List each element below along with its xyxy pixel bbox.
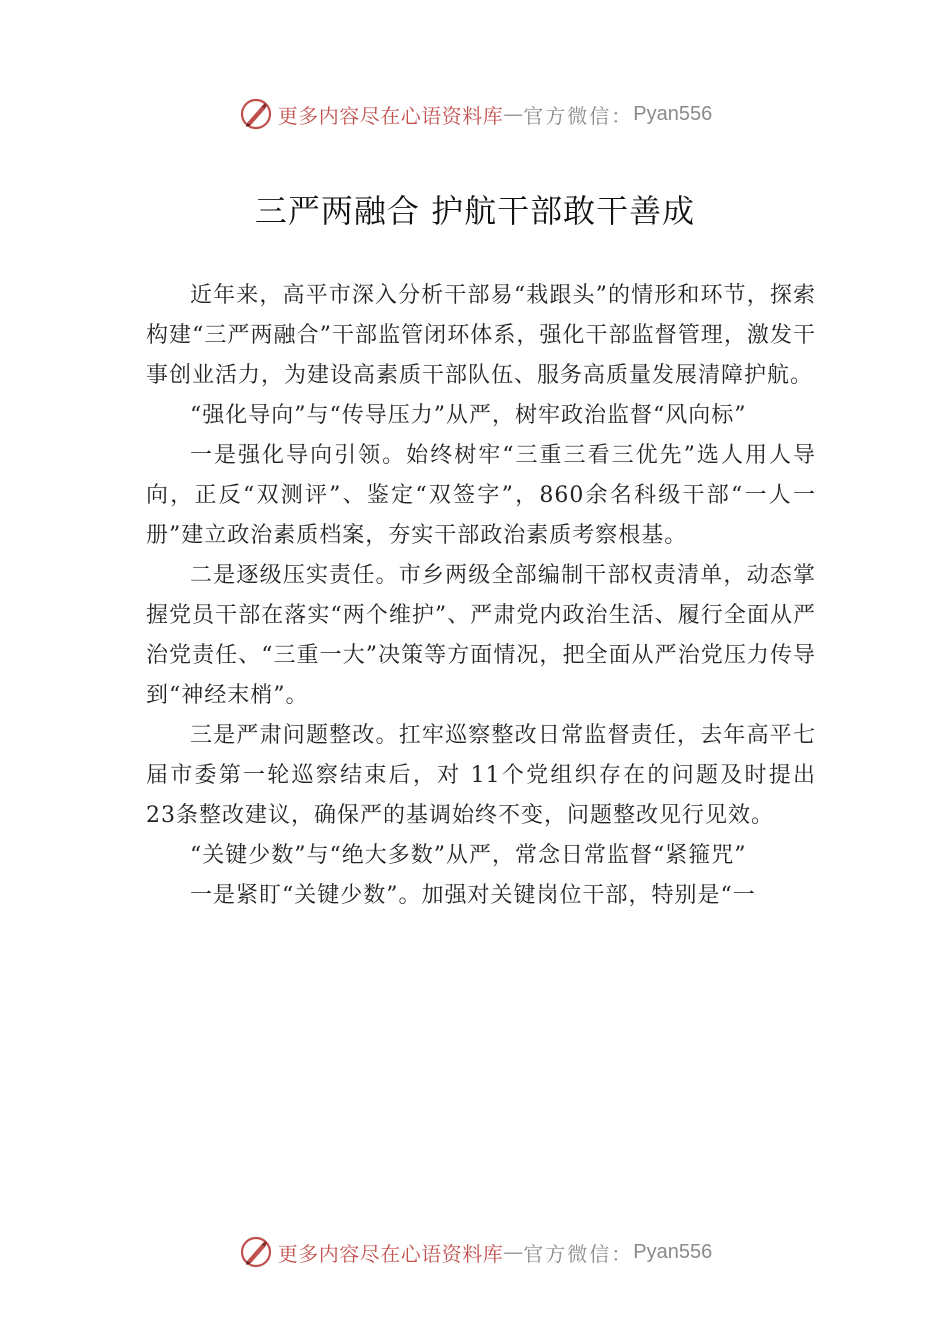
watermark-wechat-id: Pyan556 bbox=[633, 102, 713, 125]
paragraph-intro: 近年来，高平市深入分析干部易“栽跟头”的情形和环节，探索构建“三严两融合”干部监管闭环体系，强化干部监督管理，激发干事创业活力，为建设高素质干部队伍、服务高质量发展清障护航。 bbox=[146, 283, 816, 388]
watermark-official-label: 官方微信： bbox=[523, 103, 634, 128]
paragraph-point-3: 三是严肃问题整改。扛牢巡察整改日常监督责任，去年高平七届市委第一轮巡察结束后，对 11个党组织存在的问题及时提出 23条整改建议，确保严的基调始终不变，问题整改见行见效。 bbox=[146, 723, 816, 828]
watermark-separator: — bbox=[503, 1240, 524, 1264]
section-heading-1: “强化导向”与“传导压力”从严，树牢政治监督“风向标” bbox=[190, 403, 747, 428]
watermark-text: 更多内容尽在心语资料库 bbox=[277, 1241, 504, 1266]
watermark-separator: — bbox=[503, 102, 524, 126]
watermark-banner-top bbox=[0, 92, 950, 136]
document-title: 三严两融合 护航干部敢干善成 bbox=[254, 192, 696, 230]
pen-logo-icon bbox=[238, 1234, 274, 1270]
pen-logo-icon bbox=[238, 96, 274, 132]
document-body bbox=[146, 276, 816, 916]
watermark-banner-bottom bbox=[0, 1230, 950, 1274]
watermark-text: 更多内容尽在心语资料库 bbox=[277, 103, 504, 128]
paragraph-point-4: 一是紧盯“关键少数”。加强对关键岗位干部，特别是“一 bbox=[190, 883, 756, 908]
watermark-official-label: 官方微信： bbox=[523, 1241, 634, 1266]
paragraph-point-2: 二是逐级压实责任。市乡两级全部编制干部权责清单，动态掌握党员干部在落实“两个维护”、严肃党内政治生活、履行全面从严治党责任、“三重一大”决策等方面情况，把全面从严治党压力传导到“神经末梢”。 bbox=[146, 563, 816, 708]
paragraph-point-1: 一是强化导向引领。始终树牢“三重三看三优先”选人用人导向，正反“双测评”、鉴定“双签字”，860余名科级干部“一人一册”建立政治素质档案，夯实干部政治素质考察根基。 bbox=[146, 443, 816, 548]
watermark-wechat-id: Pyan556 bbox=[633, 1240, 713, 1263]
section-heading-2: “关键少数”与“绝大多数”从严，常念日常监督“紧箍咒” bbox=[190, 843, 747, 868]
